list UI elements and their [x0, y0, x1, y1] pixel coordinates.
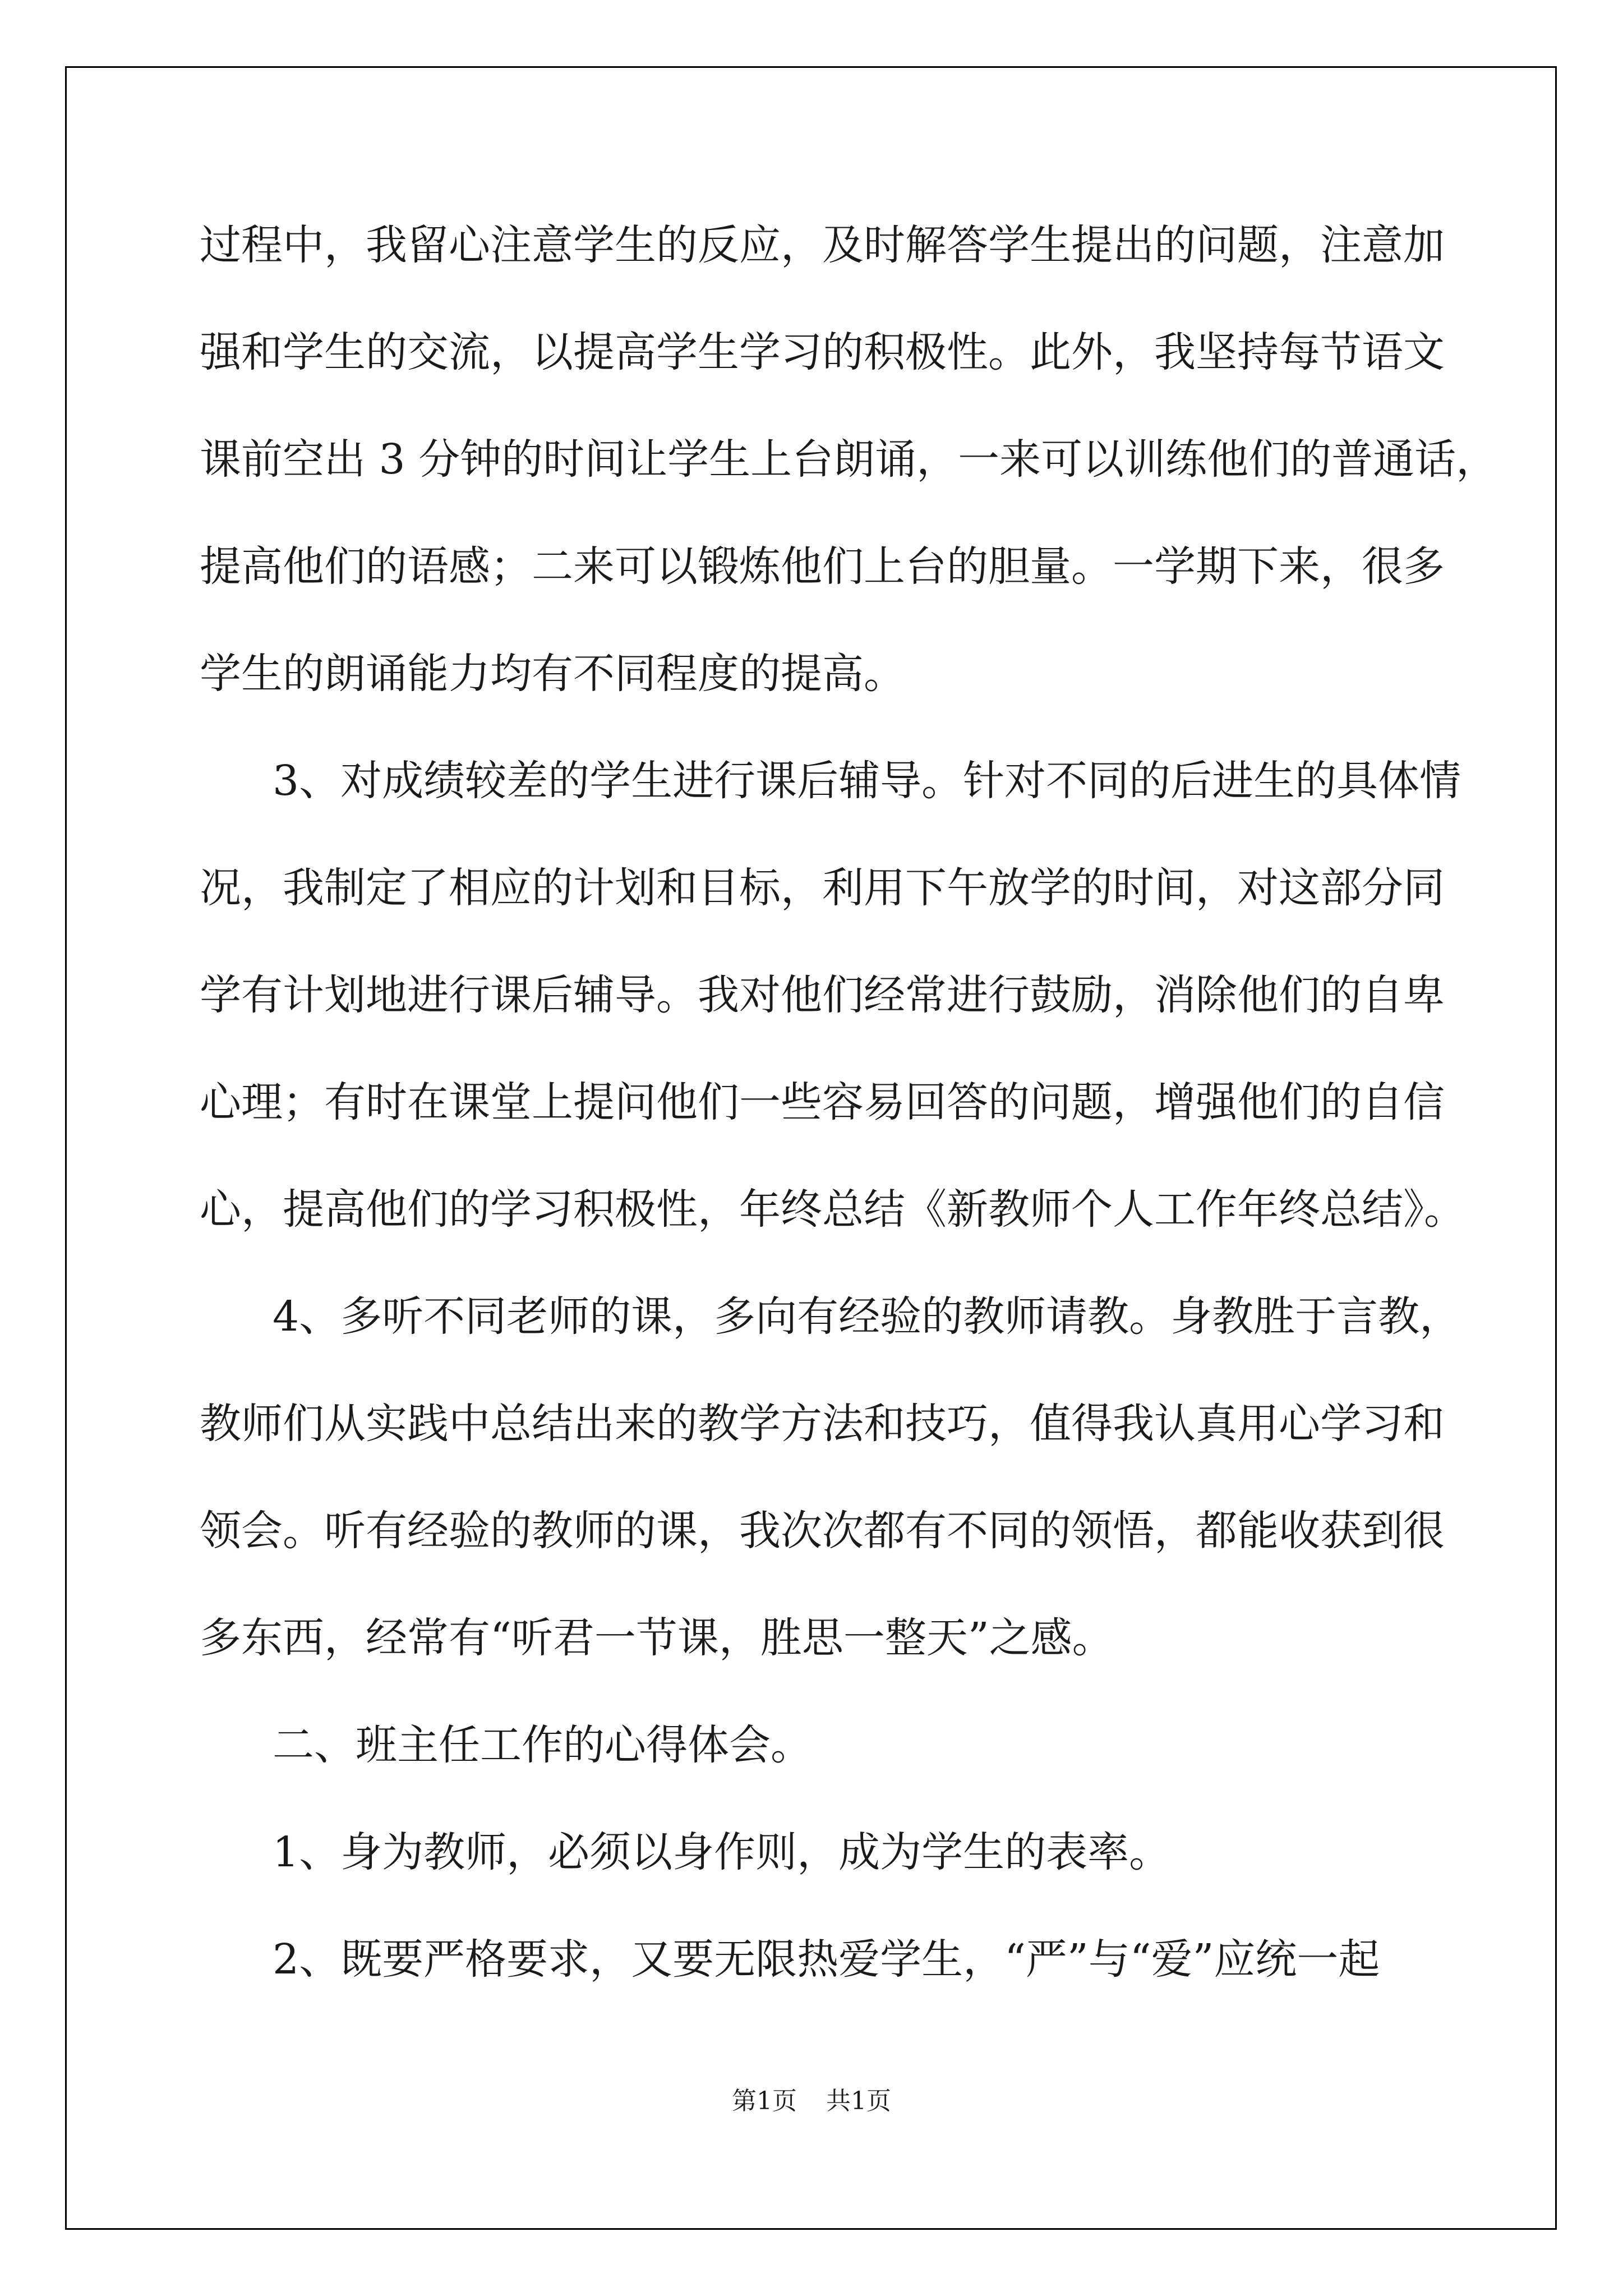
text-line: 课前空出 3 分钟的时间让学生上台朗诵，一来可以训练他们的普通话，: [200, 435, 1498, 484]
paragraph-start-line: 3、对成绩较差的学生进行课后辅导。针对不同的后进生的具体情: [273, 757, 1461, 805]
paragraph-start-line: 1、身为教师，必须以身作则，成为学生的表率。: [273, 1828, 1171, 1876]
text-line: 况，我制定了相应的计划和目标，利用下午放学的时间，对这部分同: [200, 864, 1445, 912]
section-heading: 二、班主任工作的心得体会。: [273, 1721, 812, 1769]
text-line: 学有计划地进行课后辅导。我对他们经常进行鼓励，消除他们的自卑: [200, 971, 1445, 1019]
document-body: [200, 219, 1498, 1986]
text-line: 领会。听有经验的教师的课，我次次都有不同的领悟，都能收获到很: [200, 1507, 1445, 1555]
paragraph-start-line: 4、多听不同老师的课，多向有经验的教师请教。身教胜于言教，: [273, 1292, 1461, 1341]
paragraph-start-line: 2、既要严格要求，又要无限热爱学生，“严”与“爱”应统一起: [273, 1935, 1380, 1984]
text-line: 学生的朗诵能力均有不同程度的提高。: [200, 650, 905, 698]
text-line: 强和学生的交流，以提高学生学习的积极性。此外，我坚持每节语文: [200, 328, 1445, 376]
text-line: 提高他们的语感；二来可以锻炼他们上台的胆量。一学期下来，很多: [200, 542, 1445, 591]
total-pages-label: 共1页: [826, 2087, 891, 2115]
text-line: 过程中，我留心注意学生的反应，及时解答学生提出的问题，注意加: [200, 221, 1445, 269]
text-line: 心理；有时在课堂上提问他们一些容易回答的问题，增强他们的自信: [200, 1078, 1445, 1126]
text-line: 多东西，经常有“听君一节课，胜思一整天”之感。: [200, 1614, 1114, 1662]
text-line: 教师们从实践中总结出来的教学方法和技巧，值得我认真用心学习和: [200, 1400, 1445, 1448]
page-footer: [0, 2085, 1623, 2118]
text-line: 心，提高他们的学习积极性，年终总结《新教师个人工作年终总结》。: [200, 1185, 1465, 1234]
current-page-label: 第1页: [732, 2087, 797, 2115]
